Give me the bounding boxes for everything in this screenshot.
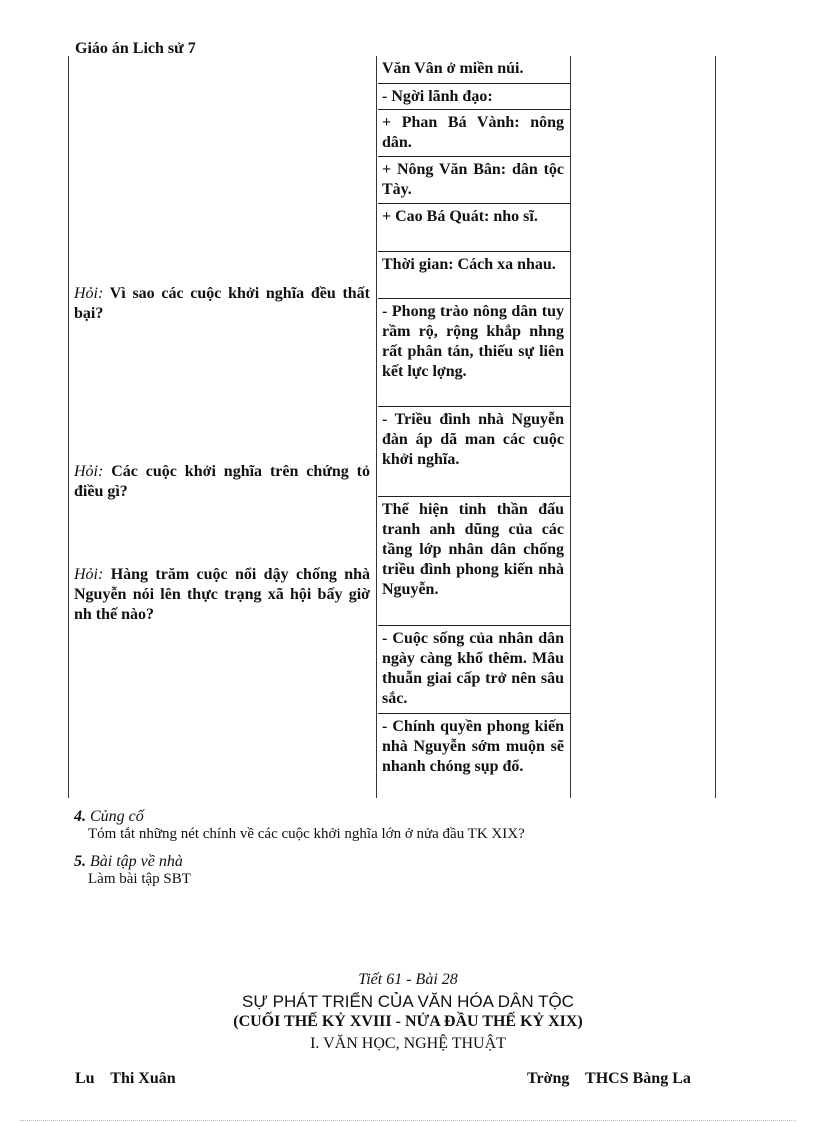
row-divider: [378, 298, 570, 299]
question-1: [74, 284, 370, 324]
row-divider: [378, 203, 570, 204]
row-divider: [378, 713, 570, 714]
footer-school: Trờng THCS Bàng La: [527, 1070, 691, 1087]
section-5-title: [74, 853, 183, 871]
lesson-period: Tiết 61 - Bài 28: [358, 971, 458, 988]
question-text: Các cuộc khởi nghĩa trên chứng tỏ điều gì?: [74, 463, 370, 500]
answer-4: + Nông Văn Bân: dân tộc Tày.: [382, 161, 564, 198]
section-5-body: Làm bài tập SBT: [88, 871, 191, 887]
section-4-body: Tóm tắt những nét chính về các cuộc khởi nghĩa lớn ở nửa đầu TK XIX?: [88, 826, 525, 842]
table-right-border: [715, 56, 716, 798]
row-divider: [378, 406, 570, 407]
section-title-text: Bài tập về nhà: [86, 853, 183, 870]
section-4-title: [74, 808, 144, 826]
answer-8: - Triều đình nhà Nguyễn đàn áp dã man các cuộc khởi nghĩa.: [382, 411, 564, 468]
lesson-title: SỰ PHÁT TRIỂN CỦA VĂN HÓA DÂN TỘC: [242, 992, 574, 1011]
question-text: Vì sao các cuộc khởi nghĩa đều thất bại?: [74, 285, 370, 322]
question-3: [74, 565, 370, 625]
answer-11: - Chính quyền phong kiến nhà Nguyễn sớm muộn sẽ nhanh chóng sụp đổ.: [382, 718, 564, 775]
answer-10: - Cuộc sống của nhân dân ngày càng khổ thêm. Mâu thuẫn giai cấp trở nên sâu sắc.: [382, 630, 564, 707]
row-divider: [378, 109, 570, 110]
question-label: Hỏi:: [74, 566, 104, 583]
answer-6: Thời gian: Cách xa nhau.: [382, 256, 556, 273]
row-divider: [378, 251, 570, 252]
answer-2: - Ngời lãnh đạo:: [382, 88, 493, 105]
question-label: Hỏi:: [74, 463, 104, 480]
question-2: [74, 462, 370, 502]
lesson-subtitle: I. VĂN HỌC, NGHỆ THUẬT: [310, 1035, 506, 1052]
lesson-title-period: (CUỐI THẾ KỶ XVIII - NỬA ĐẦU THẾ KỶ XIX): [233, 1013, 583, 1030]
footer-author: Lu Thi Xuân: [75, 1070, 176, 1087]
answer-7: - Phong trào nông dân tuy rầm rộ, rộng khắp nhng rất phân tán, thiếu sự liên kết lực lợng.: [382, 303, 564, 380]
row-divider: [378, 83, 570, 84]
answer-5: + Cao Bá Quát: nho sĩ.: [382, 208, 538, 225]
table-left-border: [68, 56, 69, 798]
answer-9: Thể hiện tinh thần đấu tranh anh dũng của các tầng lớp nhân dân chống triều đình phong kiến nhà Nguyễn.: [382, 501, 564, 598]
question-text: Hàng trăm cuộc nổi dậy chống nhà Nguyễn nói lên thực trạng xã hội bấy giờ nh thế nào?: [74, 566, 370, 623]
row-divider: [378, 496, 570, 497]
section-number: 5.: [74, 853, 86, 870]
row-divider: [378, 156, 570, 157]
question-label: Hỏi:: [74, 285, 104, 302]
section-title-text: Củng cố: [86, 808, 144, 825]
page-bottom-rule: [20, 1120, 796, 1121]
section-number: 4.: [74, 808, 86, 825]
answer-1: Văn Vân ở miền núi.: [382, 60, 524, 77]
answer-3: + Phan Bá Vành: nông dân.: [382, 114, 564, 151]
page-header: Giáo án Lich sử 7: [75, 40, 196, 57]
table-col-divider-1: [376, 56, 377, 798]
table-col-divider-2: [570, 56, 571, 798]
row-divider: [378, 625, 570, 626]
